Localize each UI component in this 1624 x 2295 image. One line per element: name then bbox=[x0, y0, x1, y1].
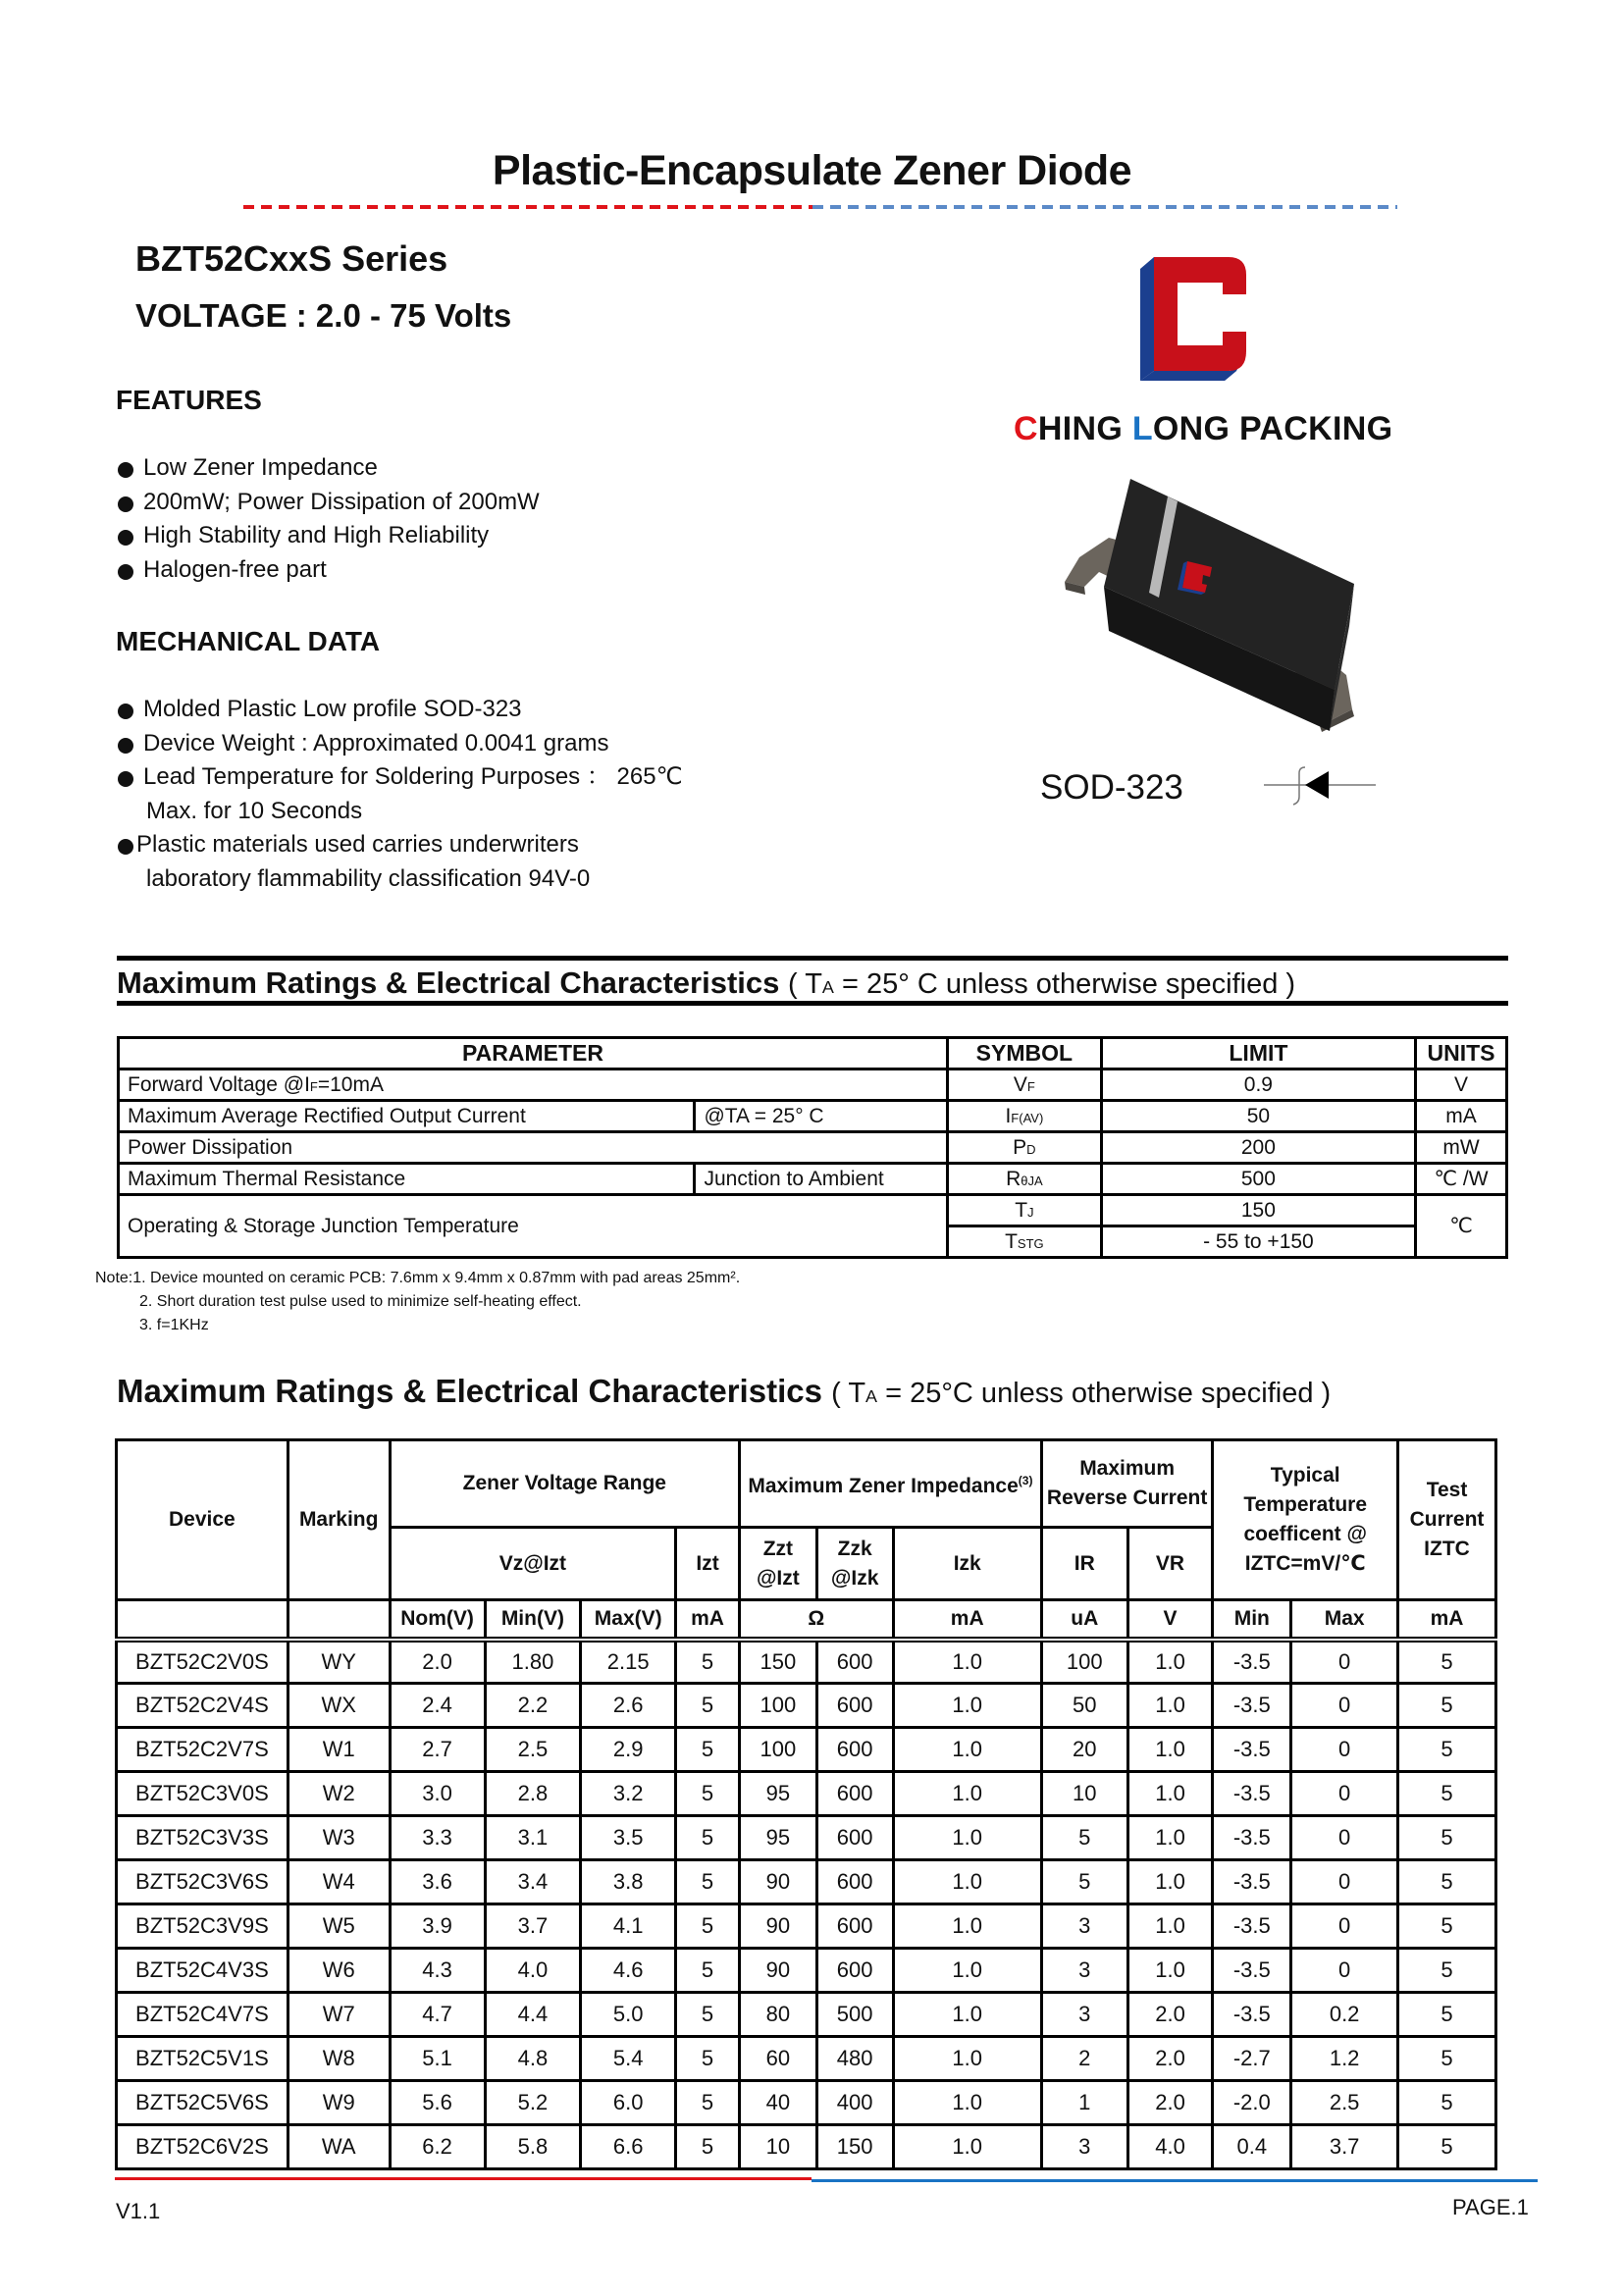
col-header-units: UNITS bbox=[1416, 1038, 1507, 1069]
zzt-cell: 60 bbox=[739, 2037, 816, 2081]
limit-cell: 150 bbox=[1101, 1195, 1415, 1226]
table-row bbox=[119, 1132, 1507, 1164]
vz-max-cell: 6.6 bbox=[581, 2125, 676, 2169]
table-row bbox=[117, 1860, 1496, 1904]
vz-max-cell: 2.6 bbox=[581, 1684, 676, 1728]
marking-cell: W5 bbox=[288, 1904, 390, 1949]
col-header-max-zener-impedance: Maximum Zener Impedance$^{(3)}$ bbox=[739, 1440, 1041, 1528]
table-row bbox=[117, 1640, 1496, 1684]
limit-cell: 200 bbox=[1101, 1132, 1415, 1164]
izt-cell: 5 bbox=[676, 1993, 740, 2037]
table-row bbox=[119, 1164, 1507, 1195]
zzk-cell: 600 bbox=[816, 1949, 893, 1993]
unit-cell: mA bbox=[1398, 1600, 1496, 1640]
tc-min-cell: -3.5 bbox=[1213, 1860, 1291, 1904]
marking-cell: W1 bbox=[288, 1728, 390, 1772]
electrical-condition: ( TA = 25°C unless otherwise specified ) bbox=[831, 1378, 1332, 1409]
tc-min-cell: 0.4 bbox=[1213, 2125, 1291, 2169]
vz-nom-cell: 5.1 bbox=[390, 2037, 485, 2081]
vz-nom-cell: 3.0 bbox=[390, 1772, 485, 1816]
ir-cell: 20 bbox=[1041, 1728, 1127, 1772]
sod323-package-image bbox=[1040, 469, 1374, 734]
col-header-vr: VR bbox=[1127, 1528, 1213, 1600]
izk-cell: 1.0 bbox=[893, 1816, 1041, 1860]
company-logo-icon bbox=[1126, 255, 1249, 381]
table-row bbox=[119, 1069, 1507, 1101]
iztc-cell: 5 bbox=[1398, 1772, 1496, 1816]
tc-max-cell: 0 bbox=[1291, 1860, 1398, 1904]
ir-cell: 1 bbox=[1041, 2081, 1127, 2125]
table-row bbox=[117, 2125, 1496, 2169]
vz-max-cell: 4.6 bbox=[581, 1949, 676, 1993]
vr-cell: 1.0 bbox=[1127, 1684, 1213, 1728]
symbol-cell: VF bbox=[947, 1069, 1101, 1101]
tc-min-cell: -3.5 bbox=[1213, 1728, 1291, 1772]
mechanical-item: Lead Temperature for Soldering Purposes ： 265℃ bbox=[116, 760, 683, 795]
vr-cell: 1.0 bbox=[1127, 1640, 1213, 1684]
symbol-cell: RθJA bbox=[947, 1164, 1101, 1195]
tc-max-cell: 0 bbox=[1291, 1772, 1398, 1816]
col-header-ir: IR bbox=[1041, 1528, 1127, 1600]
table-row bbox=[117, 1772, 1496, 1816]
note-3: 3. f=1KHz bbox=[139, 1317, 209, 1333]
iztc-cell: 5 bbox=[1398, 1816, 1496, 1860]
zzt-cell: 100 bbox=[739, 1728, 816, 1772]
izk-cell: 1.0 bbox=[893, 1993, 1041, 2037]
zzt-cell: 80 bbox=[739, 1993, 816, 2037]
symbol-cell: IF(AV) bbox=[947, 1101, 1101, 1132]
vr-cell: 2.0 bbox=[1127, 2081, 1213, 2125]
vz-min-cell: 4.8 bbox=[485, 2037, 581, 2081]
device-cell: BZT52C6V2S bbox=[117, 2125, 288, 2169]
table-units-row bbox=[117, 1600, 1496, 1640]
table-row bbox=[117, 2081, 1496, 2125]
ir-cell: 100 bbox=[1041, 1640, 1127, 1684]
marking-cell: W3 bbox=[288, 1816, 390, 1860]
iztc-cell: 5 bbox=[1398, 1860, 1496, 1904]
izk-cell: 1.0 bbox=[893, 2037, 1041, 2081]
ir-cell: 50 bbox=[1041, 1684, 1127, 1728]
izt-cell: 5 bbox=[676, 1640, 740, 1684]
table-header-row bbox=[119, 1038, 1507, 1069]
iztc-cell: 5 bbox=[1398, 2125, 1496, 2169]
marking-cell: W8 bbox=[288, 2037, 390, 2081]
feature-item: Low Zener Impedance bbox=[116, 451, 540, 486]
unit-cell: Min bbox=[1213, 1600, 1291, 1640]
zzk-cell: 150 bbox=[816, 2125, 893, 2169]
device-cell: BZT52C3V3S bbox=[117, 1816, 288, 1860]
footer-line-red bbox=[115, 2177, 812, 2180]
izk-cell: 1.0 bbox=[893, 1860, 1041, 1904]
vr-cell: 1.0 bbox=[1127, 1816, 1213, 1860]
izt-cell: 5 bbox=[676, 1949, 740, 1993]
vz-min-cell: 3.4 bbox=[485, 1860, 581, 1904]
tc-min-cell: -3.5 bbox=[1213, 1993, 1291, 2037]
vz-nom-cell: 2.4 bbox=[390, 1684, 485, 1728]
zzt-cell: 10 bbox=[739, 2125, 816, 2169]
marking-cell: W2 bbox=[288, 1772, 390, 1816]
features-list bbox=[116, 451, 540, 587]
units-cell: mW bbox=[1416, 1132, 1507, 1164]
electrical-section-title: Maximum Ratings & Electrical Characteristics ( TA = 25°C unless otherwise specified ) bbox=[117, 1373, 1332, 1409]
ir-cell: 10 bbox=[1041, 1772, 1127, 1816]
vz-max-cell: 5.0 bbox=[581, 1993, 676, 2037]
iztc-cell: 5 bbox=[1398, 1684, 1496, 1728]
izt-cell: 5 bbox=[676, 2081, 740, 2125]
izk-cell: 1.0 bbox=[893, 1728, 1041, 1772]
document-title: Plastic-Encapsulate Zener Diode bbox=[492, 147, 1132, 194]
tc-max-cell: 0 bbox=[1291, 1684, 1398, 1728]
col-header-marking: Marking bbox=[288, 1440, 390, 1600]
iztc-cell: 5 bbox=[1398, 2081, 1496, 2125]
param-cell: Maximum Thermal Resistance bbox=[119, 1164, 695, 1195]
units-cell: mA bbox=[1416, 1101, 1507, 1132]
mechanical-item: Plastic materials used carries underwriters bbox=[116, 828, 683, 862]
col-header-parameter: PARAMETER bbox=[119, 1038, 948, 1069]
table-body bbox=[117, 1640, 1496, 2169]
marking-cell: WY bbox=[288, 1640, 390, 1684]
marking-cell: W9 bbox=[288, 2081, 390, 2125]
col-header-test-current: Test Current IZTC bbox=[1398, 1440, 1496, 1600]
note-2: 2. Short duration test pulse used to minimize self-heating effect. bbox=[139, 1293, 582, 1310]
limit-cell: - 55 to +150 bbox=[1101, 1226, 1415, 1258]
tc-max-cell: 3.7 bbox=[1291, 2125, 1398, 2169]
vz-nom-cell: 3.9 bbox=[390, 1904, 485, 1949]
feature-item: 200mW; Power Dissipation of 200mW bbox=[116, 486, 540, 520]
vr-cell: 1.0 bbox=[1127, 1772, 1213, 1816]
tc-min-cell: -3.5 bbox=[1213, 1772, 1291, 1816]
ir-cell: 3 bbox=[1041, 1993, 1127, 2037]
device-cell: BZT52C3V0S bbox=[117, 1772, 288, 1816]
tc-max-cell: 0 bbox=[1291, 1640, 1398, 1684]
ir-cell: 5 bbox=[1041, 1816, 1127, 1860]
zzt-cell: 90 bbox=[739, 1860, 816, 1904]
section-bar-top bbox=[117, 956, 1508, 961]
zzk-cell: 500 bbox=[816, 1993, 893, 2037]
tc-max-cell: 0 bbox=[1291, 1904, 1398, 1949]
vz-min-cell: 2.5 bbox=[485, 1728, 581, 1772]
zzk-cell: 600 bbox=[816, 1904, 893, 1949]
zzk-cell: 600 bbox=[816, 1640, 893, 1684]
vz-nom-cell: 4.3 bbox=[390, 1949, 485, 1993]
marking-cell: W7 bbox=[288, 1993, 390, 2037]
tc-max-cell: 0 bbox=[1291, 1816, 1398, 1860]
vz-nom-cell: 4.7 bbox=[390, 1993, 485, 2037]
iztc-cell: 5 bbox=[1398, 1640, 1496, 1684]
tc-max-cell: 2.5 bbox=[1291, 2081, 1398, 2125]
izk-cell: 1.0 bbox=[893, 1772, 1041, 1816]
col-header-symbol: SYMBOL bbox=[947, 1038, 1101, 1069]
table-row bbox=[117, 1728, 1496, 1772]
voltage-range: VOLTAGE : 2.0 - 75 Volts bbox=[135, 297, 512, 334]
izk-cell: 1.0 bbox=[893, 1949, 1041, 1993]
vz-min-cell: 5.8 bbox=[485, 2125, 581, 2169]
symbol-cell: TSTG bbox=[947, 1226, 1101, 1258]
vz-min-cell: 4.0 bbox=[485, 1949, 581, 1993]
device-cell: BZT52C5V1S bbox=[117, 2037, 288, 2081]
title-divider-blue bbox=[812, 205, 1397, 209]
device-cell: BZT52C4V7S bbox=[117, 1993, 288, 2037]
vz-nom-cell: 6.2 bbox=[390, 2125, 485, 2169]
vz-min-cell: 5.2 bbox=[485, 2081, 581, 2125]
tc-min-cell: -2.0 bbox=[1213, 2081, 1291, 2125]
ratings-notes bbox=[95, 1267, 740, 1337]
izt-cell: 5 bbox=[676, 1772, 740, 1816]
izk-cell: 1.0 bbox=[893, 1640, 1041, 1684]
table-header-row bbox=[117, 1440, 1496, 1528]
device-cell: BZT52C3V9S bbox=[117, 1904, 288, 1949]
param-cell: Forward Voltage @IF=10mA bbox=[119, 1069, 948, 1101]
zzk-cell: 600 bbox=[816, 1728, 893, 1772]
vz-max-cell: 2.15 bbox=[581, 1640, 676, 1684]
marking-cell: W4 bbox=[288, 1860, 390, 1904]
vz-min-cell: 1.80 bbox=[485, 1640, 581, 1684]
unit-cell: Min(V) bbox=[485, 1600, 581, 1640]
mechanical-list bbox=[116, 693, 683, 896]
mechanical-item-continued: laboratory flammability classification 94V-0 bbox=[146, 864, 591, 892]
izt-cell: 5 bbox=[676, 2125, 740, 2169]
izt-cell: 5 bbox=[676, 1860, 740, 1904]
param-cell: Maximum Average Rectified Output Current bbox=[119, 1101, 695, 1132]
marking-cell: WX bbox=[288, 1684, 390, 1728]
iztc-cell: 5 bbox=[1398, 1993, 1496, 2037]
limit-cell: 50 bbox=[1101, 1101, 1415, 1132]
table-row bbox=[119, 1195, 1507, 1226]
feature-item: Halogen-free part bbox=[116, 553, 540, 588]
iztc-cell: 5 bbox=[1398, 1904, 1496, 1949]
zzt-cell: 95 bbox=[739, 1816, 816, 1860]
mechanical-heading: MECHANICAL DATA bbox=[116, 626, 381, 656]
device-cell: BZT52C2V4S bbox=[117, 1684, 288, 1728]
tc-min-cell: -3.5 bbox=[1213, 1904, 1291, 1949]
unit-cell: mA bbox=[676, 1600, 740, 1640]
ir-cell: 3 bbox=[1041, 2125, 1127, 2169]
zzk-cell: 600 bbox=[816, 1816, 893, 1860]
mechanical-item: Molded Plastic Low profile SOD-323 bbox=[116, 693, 683, 727]
unit-cell: mA bbox=[893, 1600, 1041, 1640]
unit-cell: V bbox=[1127, 1600, 1213, 1640]
col-header-zener-voltage-range: Zener Voltage Range bbox=[390, 1440, 739, 1528]
ir-cell: 2 bbox=[1041, 2037, 1127, 2081]
vr-cell: 1.0 bbox=[1127, 1949, 1213, 1993]
tc-max-cell: 0.2 bbox=[1291, 1993, 1398, 2037]
vz-min-cell: 3.1 bbox=[485, 1816, 581, 1860]
table-row bbox=[117, 1904, 1496, 1949]
vr-cell: 1.0 bbox=[1127, 1904, 1213, 1949]
package-label: SOD-323 bbox=[1040, 768, 1183, 807]
units-cell: V bbox=[1416, 1069, 1507, 1101]
zener-diode-icon bbox=[1264, 763, 1376, 808]
zzt-cell: 90 bbox=[739, 1949, 816, 1993]
zzt-cell: 40 bbox=[739, 2081, 816, 2125]
symbol-cell: PD bbox=[947, 1132, 1101, 1164]
unit-cell: Max bbox=[1291, 1600, 1398, 1640]
ratings-section-title: Maximum Ratings & Electrical Characteristics ( TA = 25° C unless otherwise specified ) bbox=[117, 965, 1296, 1000]
note-1: Note:1. Device mounted on ceramic PCB: 7.6mm x 9.4mm x 0.87mm with pad areas 25mm². bbox=[95, 1270, 741, 1286]
device-cell: BZT52C3V6S bbox=[117, 1860, 288, 1904]
ir-cell: 3 bbox=[1041, 1904, 1127, 1949]
title-divider-red bbox=[243, 205, 812, 209]
version-label: V1.1 bbox=[116, 2199, 161, 2223]
vz-nom-cell: 3.6 bbox=[390, 1860, 485, 1904]
izt-cell: 5 bbox=[676, 1728, 740, 1772]
table-row bbox=[117, 2037, 1496, 2081]
izk-cell: 1.0 bbox=[893, 2081, 1041, 2125]
device-cell: BZT52C5V6S bbox=[117, 2081, 288, 2125]
zzk-cell: 600 bbox=[816, 1684, 893, 1728]
symbol-cell: TJ bbox=[947, 1195, 1101, 1226]
izk-cell: 1.0 bbox=[893, 1684, 1041, 1728]
device-cell: BZT52C4V3S bbox=[117, 1949, 288, 1993]
izt-cell: 5 bbox=[676, 1684, 740, 1728]
zzt-cell: 95 bbox=[739, 1772, 816, 1816]
iztc-cell: 5 bbox=[1398, 2037, 1496, 2081]
vz-nom-cell: 3.3 bbox=[390, 1816, 485, 1860]
tc-min-cell: -2.7 bbox=[1213, 2037, 1291, 2081]
tc-min-cell: -3.5 bbox=[1213, 1640, 1291, 1684]
iztc-cell: 5 bbox=[1398, 1728, 1496, 1772]
brand-name: CHING LONG PACKING bbox=[1014, 410, 1393, 447]
tc-min-cell: -3.5 bbox=[1213, 1816, 1291, 1860]
param-cell: Power Dissipation bbox=[119, 1132, 948, 1164]
tc-min-cell: -3.5 bbox=[1213, 1684, 1291, 1728]
param-cell: Operating & Storage Junction Temperature bbox=[119, 1195, 948, 1258]
vz-max-cell: 2.9 bbox=[581, 1728, 676, 1772]
device-cell: BZT52C2V0S bbox=[117, 1640, 288, 1684]
footer-line-blue bbox=[812, 2179, 1538, 2182]
vz-max-cell: 6.0 bbox=[581, 2081, 676, 2125]
device-cell: BZT52C2V7S bbox=[117, 1728, 288, 1772]
condition-cell: @TA = 25° C bbox=[695, 1101, 947, 1132]
col-header-limit: LIMIT bbox=[1101, 1038, 1415, 1069]
series-name: BZT52CxxS Series bbox=[135, 238, 448, 279]
vr-cell: 4.0 bbox=[1127, 2125, 1213, 2169]
tc-max-cell: 1.2 bbox=[1291, 2037, 1398, 2081]
ir-cell: 5 bbox=[1041, 1860, 1127, 1904]
izt-cell: 5 bbox=[676, 1816, 740, 1860]
ratings-condition: ( TA = 25° C unless otherwise specified ) bbox=[788, 968, 1296, 1000]
unit-cell: Nom(V) bbox=[390, 1600, 485, 1640]
zzt-cell: 150 bbox=[739, 1640, 816, 1684]
col-header-temp-coefficient: Typical Temperature coefficent @ IZTC=mV/℃ bbox=[1213, 1440, 1398, 1600]
izk-cell: 1.0 bbox=[893, 2125, 1041, 2169]
vr-cell: 2.0 bbox=[1127, 2037, 1213, 2081]
vz-nom-cell: 2.7 bbox=[390, 1728, 485, 1772]
tc-min-cell: -3.5 bbox=[1213, 1949, 1291, 1993]
zzt-cell: 90 bbox=[739, 1904, 816, 1949]
vz-nom-cell: 5.6 bbox=[390, 2081, 485, 2125]
vz-min-cell: 2.2 bbox=[485, 1684, 581, 1728]
izt-cell: 5 bbox=[676, 2037, 740, 2081]
izk-cell: 1.0 bbox=[893, 1904, 1041, 1949]
iztc-cell: 5 bbox=[1398, 1949, 1496, 1993]
col-header-zzk: Zzk @Izk bbox=[816, 1528, 893, 1600]
table-row bbox=[117, 1684, 1496, 1728]
vr-cell: 2.0 bbox=[1127, 1993, 1213, 2037]
table-row bbox=[117, 1993, 1496, 2037]
electrical-characteristics-table bbox=[115, 1438, 1497, 2170]
table-row bbox=[117, 1816, 1496, 1860]
col-header-zzt: Zzt @Izt bbox=[739, 1528, 816, 1600]
marking-cell: WA bbox=[288, 2125, 390, 2169]
ratings-table bbox=[117, 1036, 1508, 1259]
col-header-max-reverse-current: Maximum Reverse Current bbox=[1041, 1440, 1213, 1528]
col-header-device: Device bbox=[117, 1440, 288, 1600]
units-cell: ℃ /W bbox=[1416, 1164, 1507, 1195]
col-header-izt: Izt bbox=[676, 1528, 740, 1600]
vz-nom-cell: 2.0 bbox=[390, 1640, 485, 1684]
page-number: PAGE.1 bbox=[1452, 2195, 1529, 2219]
ir-cell: 3 bbox=[1041, 1949, 1127, 1993]
mechanical-item: Device Weight : Approximated 0.0041 grams bbox=[116, 727, 683, 761]
izt-cell: 5 bbox=[676, 1904, 740, 1949]
vz-max-cell: 4.1 bbox=[581, 1904, 676, 1949]
unit-cell: Max(V) bbox=[581, 1600, 676, 1640]
vz-max-cell: 3.8 bbox=[581, 1860, 676, 1904]
vz-max-cell: 3.2 bbox=[581, 1772, 676, 1816]
vr-cell: 1.0 bbox=[1127, 1728, 1213, 1772]
col-header-izk: Izk bbox=[893, 1528, 1041, 1600]
table-row bbox=[119, 1101, 1507, 1132]
tc-max-cell: 0 bbox=[1291, 1949, 1398, 1993]
table-row bbox=[117, 1949, 1496, 1993]
zzk-cell: 600 bbox=[816, 1860, 893, 1904]
zzt-cell: 100 bbox=[739, 1684, 816, 1728]
marking-cell: W6 bbox=[288, 1949, 390, 1993]
mechanical-item-continued: Max. for 10 Seconds bbox=[146, 797, 363, 824]
limit-cell: 0.9 bbox=[1101, 1069, 1415, 1101]
limit-cell: 500 bbox=[1101, 1164, 1415, 1195]
zzk-cell: 400 bbox=[816, 2081, 893, 2125]
vz-max-cell: 5.4 bbox=[581, 2037, 676, 2081]
features-heading: FEATURES bbox=[116, 385, 262, 415]
zzk-cell: 600 bbox=[816, 1772, 893, 1816]
zzk-cell: 480 bbox=[816, 2037, 893, 2081]
units-cell: ℃ bbox=[1416, 1195, 1507, 1258]
condition-cell: Junction to Ambient bbox=[695, 1164, 947, 1195]
unit-cell: Ω bbox=[739, 1600, 893, 1640]
vz-min-cell: 4.4 bbox=[485, 1993, 581, 2037]
tc-max-cell: 0 bbox=[1291, 1728, 1398, 1772]
vz-min-cell: 3.7 bbox=[485, 1904, 581, 1949]
unit-cell: uA bbox=[1041, 1600, 1127, 1640]
vr-cell: 1.0 bbox=[1127, 1860, 1213, 1904]
vz-max-cell: 3.5 bbox=[581, 1816, 676, 1860]
vz-min-cell: 2.8 bbox=[485, 1772, 581, 1816]
section-bar-bottom bbox=[117, 1001, 1508, 1006]
col-header-vz-at-izt: Vz@Izt bbox=[390, 1528, 676, 1600]
feature-item: High Stability and High Reliability bbox=[116, 519, 540, 553]
